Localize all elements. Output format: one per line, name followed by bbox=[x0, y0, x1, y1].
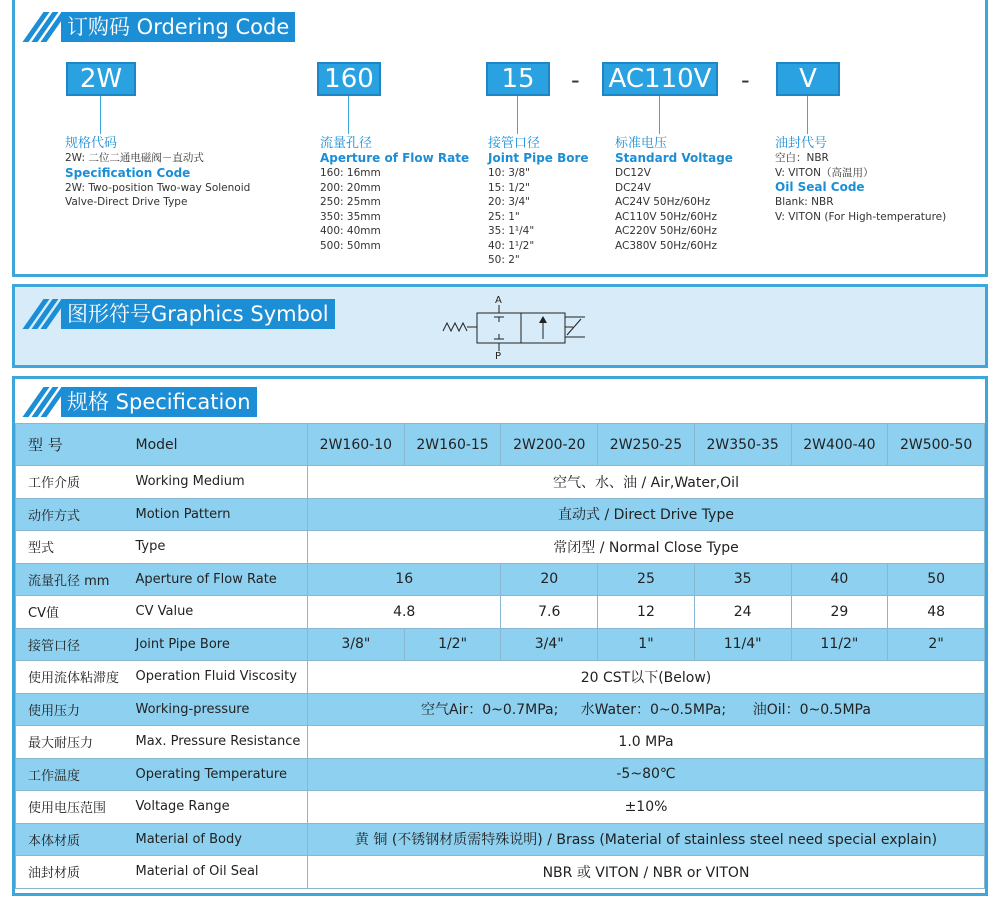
aperture-line: 200: 20mm bbox=[320, 181, 381, 194]
row-label-cn: 动作方式 bbox=[16, 498, 126, 531]
row-value: 直动式 / Direct Drive Type bbox=[308, 498, 985, 531]
row-label-en: Joint Pipe Bore bbox=[126, 628, 308, 661]
port-p-label: P bbox=[495, 351, 502, 359]
row-label-cn: 工作温度 bbox=[16, 758, 126, 791]
code-box-pipe-bore: 15 bbox=[486, 62, 550, 96]
row-value: 35 bbox=[694, 563, 791, 596]
row-label-en: Operating Temperature bbox=[126, 758, 308, 791]
row-value: 1" bbox=[598, 628, 695, 661]
row-value: 11/4" bbox=[694, 628, 791, 661]
row-value: 空气、水、油 / Air,Water,Oil bbox=[308, 466, 985, 499]
spec-code-cn: 规格代码 bbox=[65, 136, 118, 151]
stripes-icon bbox=[33, 299, 57, 329]
aperture-line: 500: 50mm bbox=[320, 239, 381, 252]
seal-code-line: 空白：NBR bbox=[775, 152, 829, 164]
table-row bbox=[16, 596, 985, 629]
pipe-bore-line: 40: 1¹/2" bbox=[488, 239, 535, 252]
spec-code-line: Valve-Direct Drive Type bbox=[65, 196, 188, 208]
row-value: 11/2" bbox=[791, 628, 888, 661]
seal-code-line: Blank: NBR bbox=[775, 196, 834, 208]
row-value: 1/2" bbox=[404, 628, 501, 661]
row-value: 12 bbox=[598, 596, 695, 629]
row-value: 16 bbox=[308, 563, 501, 596]
row-label-cn: 最大耐压力 bbox=[16, 726, 126, 759]
row-value: 25 bbox=[598, 563, 695, 596]
ordering-code-header bbox=[33, 12, 295, 42]
leader-line bbox=[348, 96, 349, 134]
pipe-bore-line: 20: 3/4" bbox=[488, 196, 530, 208]
row-label-en: Motion Pattern bbox=[126, 498, 308, 531]
seal-code-en: Oil Seal Code bbox=[775, 180, 865, 194]
row-label-cn: 接管口径 bbox=[16, 628, 126, 661]
specification-title: 规格 Specification bbox=[61, 387, 257, 417]
leader-line bbox=[517, 96, 518, 134]
row-value: 24 bbox=[694, 596, 791, 629]
ordering-code-title: 订购码 Ordering Code bbox=[61, 12, 295, 42]
aperture-column bbox=[320, 136, 469, 253]
row-value: NBR 或 VITON / NBR or VITON bbox=[308, 856, 985, 889]
row-label-en: Aperture of Flow Rate bbox=[126, 563, 308, 596]
spec-code-en: Specification Code bbox=[65, 165, 191, 180]
row-value: 3/4" bbox=[501, 628, 598, 661]
graphics-symbol-section bbox=[12, 284, 988, 368]
graphics-symbol-title: 图形符号Graphics Symbol bbox=[61, 299, 335, 329]
row-label-en: Working-pressure bbox=[126, 693, 308, 726]
seal-code-line: V: VITON (For High-temperature) bbox=[775, 210, 947, 223]
seal-code-line: V: VITON（高温用） bbox=[775, 166, 874, 179]
port-a-label: A bbox=[495, 295, 502, 306]
table-row bbox=[16, 726, 985, 759]
row-label-en: Material of Body bbox=[126, 823, 308, 856]
valve-symbol-icon bbox=[435, 293, 585, 359]
row-value: ±10% bbox=[308, 791, 985, 824]
row-label-cn: 使用流体粘滞度 bbox=[16, 661, 126, 694]
seal-code-cn: 油封代号 bbox=[775, 136, 828, 151]
row-value: 50 bbox=[888, 563, 985, 596]
row-label-cn: 使用压力 bbox=[16, 693, 126, 726]
pipe-bore-line: 25: 1" bbox=[488, 210, 520, 223]
row-label-en: Material of Oil Seal bbox=[126, 856, 308, 889]
aperture-line: 350: 35mm bbox=[320, 210, 381, 223]
code-separator: - bbox=[571, 66, 580, 94]
spec-code-column bbox=[65, 136, 250, 210]
specification-header bbox=[33, 387, 257, 417]
row-value: -5~80℃ bbox=[308, 758, 985, 791]
voltage-line: AC220V 50Hz/60Hz bbox=[615, 225, 717, 237]
row-label-cn: 流量孔径 mm bbox=[16, 563, 126, 596]
leader-line bbox=[100, 96, 101, 134]
row-label-en: Operation Fluid Viscosity bbox=[126, 661, 308, 694]
aperture-line: 250: 25mm bbox=[320, 196, 381, 208]
row-label-en: CV Value bbox=[126, 596, 308, 629]
table-row bbox=[16, 498, 985, 531]
pipe-bore-line: 10: 3/8" bbox=[488, 167, 530, 179]
code-box-seal: V bbox=[776, 62, 840, 96]
pipe-bore-cn: 接管口径 bbox=[488, 136, 541, 151]
table-row bbox=[16, 628, 985, 661]
table-row bbox=[16, 758, 985, 791]
aperture-line: 160: 16mm bbox=[320, 167, 381, 179]
voltage-line: AC380V 50Hz/60Hz bbox=[615, 239, 717, 252]
pipe-bore-column bbox=[488, 136, 589, 268]
model-cell: 2W400-40 bbox=[791, 424, 888, 466]
leader-line bbox=[807, 96, 808, 134]
pipe-bore-line: 50: 2" bbox=[488, 254, 520, 266]
voltage-line: DC24V bbox=[615, 181, 651, 194]
row-value: 29 bbox=[791, 596, 888, 629]
row-label-cn: 油封材质 bbox=[16, 856, 126, 889]
table-row bbox=[16, 823, 985, 856]
row-value: 3/8" bbox=[308, 628, 405, 661]
voltage-cn: 标准电压 bbox=[615, 136, 668, 151]
table-row bbox=[16, 693, 985, 726]
spec-code-line: 2W: Two-position Two-way Solenoid bbox=[65, 181, 251, 194]
voltage-line: AC110V 50Hz/60Hz bbox=[615, 210, 717, 223]
voltage-en: Standard Voltage bbox=[615, 151, 733, 165]
pipe-bore-line: 15: 1/2" bbox=[488, 181, 530, 194]
table-row bbox=[16, 466, 985, 499]
pipe-bore-line: 35: 1¹/4" bbox=[488, 225, 535, 237]
row-value: 常闭型 / Normal Close Type bbox=[308, 531, 985, 564]
row-value: 20 CST以下(Below) bbox=[308, 661, 985, 694]
row-label-en: Max. Pressure Resistance bbox=[126, 726, 308, 759]
row-value: 黄 铜 (不锈钢材质需特殊说明) / Brass (Material of stainless steel need special explain) bbox=[308, 823, 985, 856]
graphics-symbol-header bbox=[33, 299, 335, 329]
specification-table bbox=[15, 423, 985, 889]
aperture-cn: 流量孔径 bbox=[320, 136, 373, 151]
code-box-series: 2W bbox=[66, 62, 136, 96]
row-value: 1.0 MPa bbox=[308, 726, 985, 759]
header-en: Model bbox=[126, 424, 308, 466]
row-value: 40 bbox=[791, 563, 888, 596]
table-row bbox=[16, 531, 985, 564]
spec-code-line: 2W: 二位二通电磁阀－直动式 bbox=[65, 152, 204, 164]
row-label-cn: 使用电压范围 bbox=[16, 791, 126, 824]
row-label-cn: CV值 bbox=[16, 596, 126, 629]
ordering-code-section bbox=[12, 0, 988, 277]
row-value: 4.8 bbox=[308, 596, 501, 629]
aperture-en: Aperture of Flow Rate bbox=[320, 151, 470, 165]
leader-line bbox=[659, 96, 660, 134]
row-label-cn: 工作介质 bbox=[16, 466, 126, 499]
table-row bbox=[16, 856, 985, 889]
stripes-icon bbox=[33, 387, 57, 417]
row-label-cn: 本体材质 bbox=[16, 823, 126, 856]
model-cell: 2W200-20 bbox=[501, 424, 598, 466]
row-value: 7.6 bbox=[501, 596, 598, 629]
row-value: 20 bbox=[501, 563, 598, 596]
model-cell: 2W500-50 bbox=[888, 424, 985, 466]
model-cell: 2W250-25 bbox=[598, 424, 695, 466]
aperture-line: 400: 40mm bbox=[320, 225, 381, 237]
seal-code-column bbox=[775, 136, 946, 224]
model-cell: 2W160-15 bbox=[404, 424, 501, 466]
code-box-aperture: 160 bbox=[317, 62, 381, 96]
model-cell: 2W350-35 bbox=[694, 424, 791, 466]
model-cell: 2W160-10 bbox=[308, 424, 405, 466]
code-box-voltage: AC110V bbox=[602, 62, 718, 96]
voltage-line: DC12V bbox=[615, 167, 651, 179]
row-value: 2" bbox=[888, 628, 985, 661]
row-label-cn: 型式 bbox=[16, 531, 126, 564]
row-label-en: Working Medium bbox=[126, 466, 308, 499]
table-row bbox=[16, 563, 985, 596]
table-header-row bbox=[16, 424, 985, 466]
code-separator: - bbox=[741, 66, 750, 94]
specification-section bbox=[12, 376, 988, 896]
voltage-line: AC24V 50Hz/60Hz bbox=[615, 196, 711, 208]
table-row bbox=[16, 791, 985, 824]
row-label-en: Type bbox=[126, 531, 308, 564]
table-row bbox=[16, 661, 985, 694]
stripes-icon bbox=[33, 12, 57, 42]
header-cn: 型 号 bbox=[16, 424, 126, 466]
pipe-bore-en: Joint Pipe Bore bbox=[488, 151, 589, 165]
row-value: 48 bbox=[888, 596, 985, 629]
voltage-column bbox=[615, 136, 733, 253]
row-label-en: Voltage Range bbox=[126, 791, 308, 824]
row-value: 空气Air：0~0.7MPa; 水Water：0~0.5MPa; 油Oil：0~0.5MPa bbox=[308, 693, 985, 726]
